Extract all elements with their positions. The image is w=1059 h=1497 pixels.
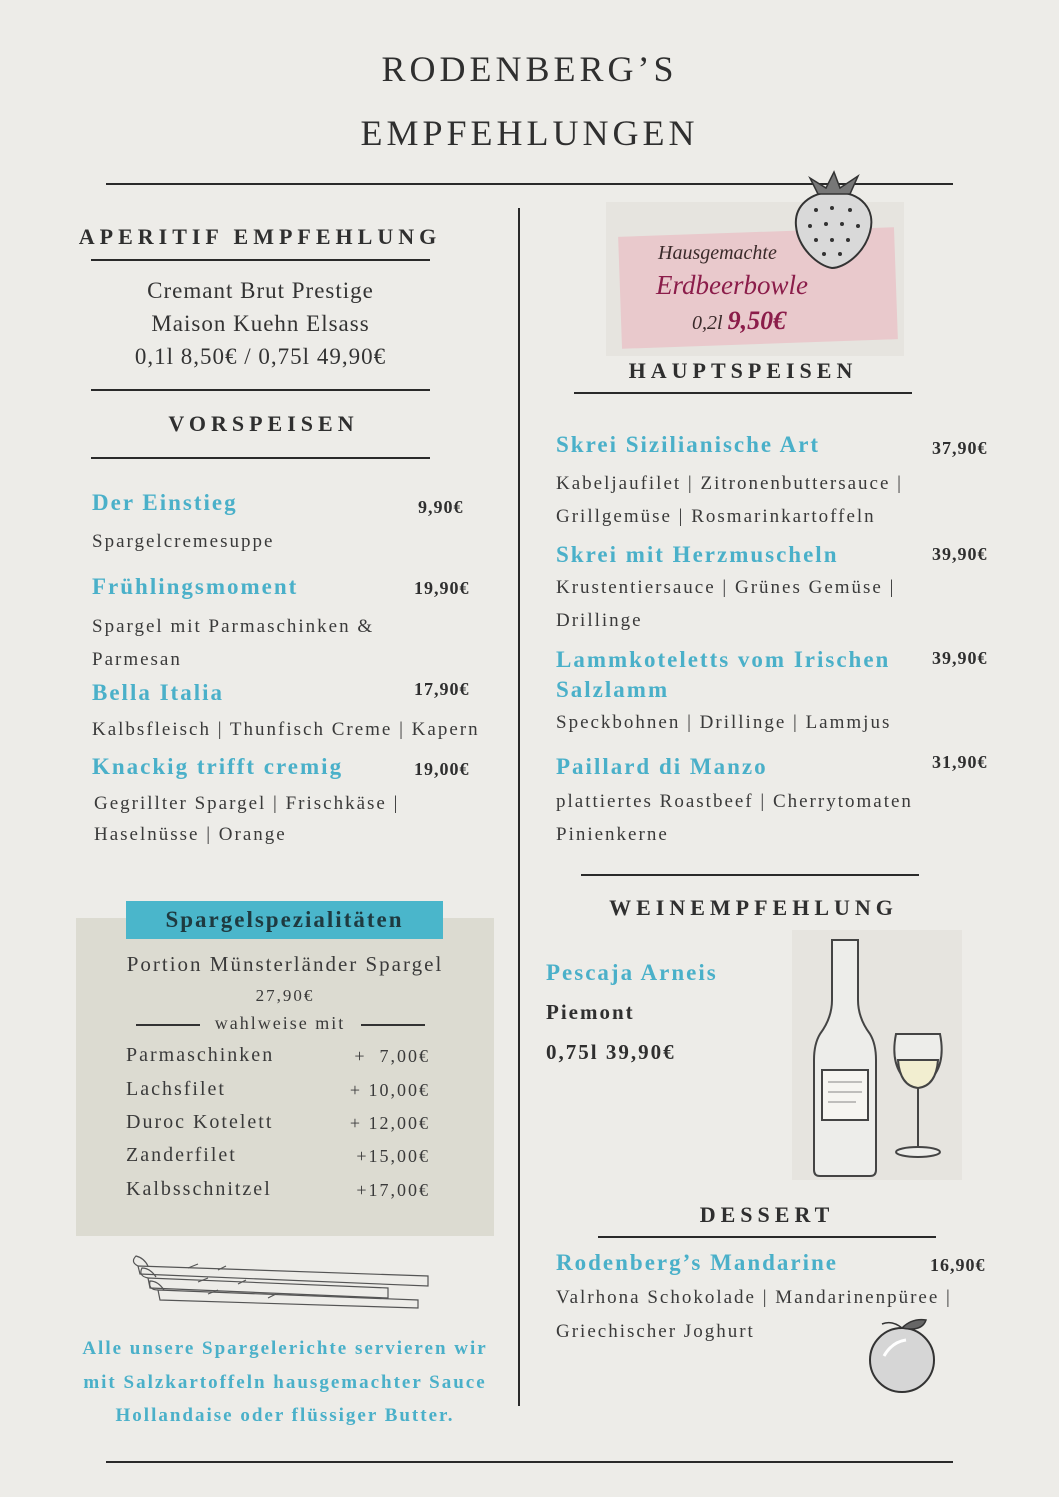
dessert-desc: Valrhona Schokolade | Mandarinenpüree | [556, 1287, 952, 1308]
option-price: + 10,00€ [349, 1080, 430, 1100]
spargel-note-line-3: Hollandaise oder flüssiger Butter. [115, 1405, 455, 1426]
dessert-name: Rodenberg’s Mandarine [556, 1250, 839, 1275]
strawberry-icon [792, 170, 876, 270]
hauptspeise-name-line-2: Salzlamm [556, 677, 670, 702]
hauptspeise-price: 37,90€ [932, 438, 988, 458]
hauptspeise-desc: Krustentiersauce | Grünes Gemüse | [556, 577, 896, 598]
vorspeise-desc: Kalbsfleisch | Thunfisch Creme | Kapern [92, 719, 480, 740]
hauptspeise-desc: Kabeljaufilet | Zitronenbuttersauce | [556, 473, 903, 494]
aperitif-rule [91, 259, 430, 261]
option-name: Zanderfilet [126, 1144, 237, 1166]
wine-illustration [792, 930, 962, 1180]
vorspeisen-heading: VORSPEISEN [168, 411, 359, 436]
option-name: Parmaschinken [126, 1044, 275, 1066]
hauptspeisen-heading: HAUPTSPEISEN [628, 358, 858, 383]
option-price: + 12,00€ [349, 1113, 430, 1133]
hauptspeise-desc: plattiertes Roastbeef | Cherrytomaten [556, 791, 913, 812]
vorspeisen-rule [91, 457, 430, 459]
hauptspeisen-rule [574, 392, 912, 394]
mandarine-icon [864, 1316, 944, 1396]
dessert-price: 16,90€ [930, 1255, 986, 1275]
wein-top-rule [581, 874, 919, 876]
aperitif-line-2: Maison Kuehn Elsass [151, 311, 370, 336]
vorspeise-name: Der Einstieg [92, 490, 238, 515]
hauptspeise-desc: Grillgemüse | Rosmarinkartoffeln [556, 506, 876, 527]
column-divider [518, 208, 520, 1406]
spargel-choice-label: wahlweise mit [214, 1013, 346, 1033]
vorspeise-price: 19,90€ [414, 578, 470, 598]
vorspeise-desc: Parmesan [92, 649, 182, 670]
dessert-rule [598, 1236, 936, 1238]
option-price: +15,00€ [356, 1146, 430, 1166]
vorspeise-desc: Haselnüsse | Orange [94, 824, 287, 845]
hauptspeise-price: 31,90€ [932, 752, 988, 772]
option-price: + 7,00€ [354, 1046, 430, 1066]
hauptspeise-desc: Pinienkerne [556, 824, 669, 845]
option-name: Kalbsschnitzel [126, 1178, 272, 1200]
vorspeise-name: Knackig trifft cremig [92, 754, 344, 779]
vorspeise-name: Bella Italia [92, 680, 224, 705]
hauptspeise-name: Paillard di Manzo [556, 754, 768, 779]
vorspeise-desc: Spargel mit Parmaschinken & [92, 616, 375, 637]
page-title-line1: RODENBERG’S [381, 49, 678, 89]
promo-size: 0,2l [692, 312, 723, 334]
aperitif-bottom-rule [91, 389, 430, 391]
aperitif-line-3: 0,1l 8,50€ / 0,75l 49,90€ [134, 344, 387, 369]
spargel-note-line-2: mit Salzkartoffeln hausgemachter Sauce [83, 1372, 487, 1393]
hauptspeise-desc: Speckbohnen | Drillinge | Lammjus [556, 712, 892, 733]
wein-region: Piemont [546, 1000, 635, 1024]
option-name: Lachsfilet [126, 1078, 226, 1100]
spargel-note-line-1: Alle unsere Spargelerichte servieren wir [82, 1338, 488, 1359]
promo-price: 9,50€ [727, 306, 787, 335]
promo-line-1: Hausgemachte [658, 242, 777, 264]
dessert-heading: DESSERT [699, 1202, 835, 1227]
wein-heading: WEINEMPFEHLUNG [609, 895, 898, 920]
wein-name: Pescaja Arneis [546, 960, 718, 985]
vorspeise-name: Frühlingsmoment [92, 574, 299, 599]
option-name: Duroc Kotelett [126, 1111, 274, 1133]
option-price: +17,00€ [356, 1180, 430, 1200]
aperitif-heading: APERITIF EMPFEHLUNG [78, 224, 442, 249]
asparagus-illustration [128, 1248, 438, 1316]
vorspeise-price: 19,00€ [414, 759, 470, 779]
page-title-line2: EMPFEHLUNGEN [360, 113, 699, 153]
wein-price: 0,75l 39,90€ [546, 1040, 676, 1064]
hauptspeise-name: Skrei Sizilianische Art [556, 432, 821, 457]
hauptspeise-name: Skrei mit Herzmuscheln [556, 542, 839, 567]
vorspeise-desc: Spargelcremesuppe [92, 531, 275, 552]
vorspeise-price: 9,90€ [418, 497, 464, 517]
spargel-portion: Portion Münsterländer Spargel [126, 952, 444, 976]
choice-rule-left [136, 1024, 200, 1026]
hauptspeise-desc: Drillinge [556, 610, 643, 631]
vorspeise-desc: Gegrillter Spargel | Frischkäse | [94, 793, 400, 814]
choice-rule-right [361, 1024, 425, 1026]
promo-line-2: Erdbeerbowle [656, 270, 808, 300]
spargel-portion-price: 27,90€ [255, 986, 315, 1005]
hauptspeise-price: 39,90€ [932, 648, 988, 668]
footer-divider [106, 1461, 953, 1463]
spargel-banner: Spargelspezialitäten [126, 901, 443, 939]
aperitif-line-1: Cremant Brut Prestige [147, 278, 374, 303]
hauptspeise-price: 39,90€ [932, 544, 988, 564]
vorspeise-price: 17,90€ [414, 679, 470, 699]
promo-line-3 [692, 306, 786, 336]
hauptspeise-name: Lammkoteletts vom Irischen [556, 647, 891, 672]
dessert-desc: Griechischer Joghurt [556, 1321, 755, 1342]
